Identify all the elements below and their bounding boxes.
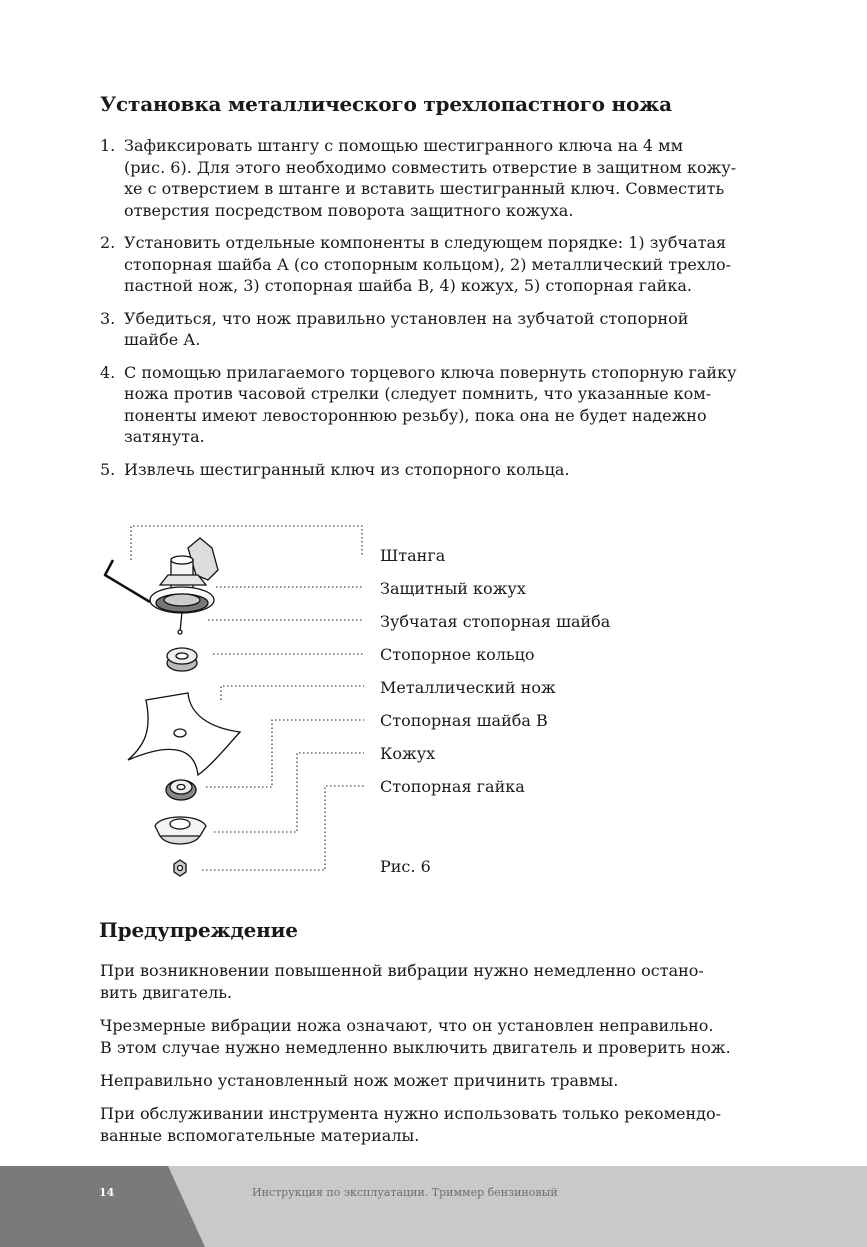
hex-key-icon: [105, 560, 150, 602]
paragraph-line: Чрезмерные вибрации ножа означают, что он установлен неправильно.: [100, 1016, 714, 1035]
metal-blade-icon: [128, 693, 240, 775]
figure-caption: Рис. 6: [380, 857, 431, 876]
section-title-blade-install: Установка металлического трехлопастного ножа: [100, 92, 672, 116]
paragraph-line: Неправильно установленный нож может причинить травмы.: [100, 1071, 619, 1090]
step-line: пастной нож, 3) стопорная шайба В, 4) кожух, 5) стопорная гайка.: [124, 276, 692, 295]
step-number: 4.: [100, 362, 116, 382]
step-item: [100, 232, 800, 297]
step-number: 2.: [100, 233, 116, 252]
warning-block: [100, 960, 800, 1158]
step-line: затянута.: [124, 427, 205, 446]
page-number: 14: [99, 1186, 115, 1199]
warning-paragraph: [100, 1070, 800, 1092]
step-line: С помощью прилагаемого торцевого ключа повернуть стопорную гайку: [124, 362, 737, 382]
cover-icon: [155, 817, 206, 844]
step-number: 3.: [100, 308, 116, 328]
washer-b-icon: [166, 780, 196, 800]
leader-blade: [221, 686, 364, 700]
step-item: [100, 362, 800, 448]
paragraph-line: При обслуживании инструмента нужно использовать только рекомендо-: [100, 1104, 722, 1123]
step-line: Убедиться, что нож правильно установлен на зубчатой стопорной: [124, 308, 689, 328]
label-toothed-washer: Зубчатая стопорная шайба: [380, 612, 611, 631]
shaft-gearhead-icon: [160, 538, 218, 588]
paragraph-line: При возникновении повышенной вибрации нужно немедленно остано-: [100, 961, 704, 980]
leader-shaft: [131, 526, 362, 560]
step-line: стопорная шайба А (со стопорным кольцом), 2) металлический трехло-: [124, 254, 732, 274]
label-metal-blade: Металлический нож: [380, 678, 556, 697]
warning-paragraph: [100, 1103, 800, 1147]
warning-paragraph: [100, 960, 800, 1004]
step-line: Извлечь шестигранный ключ из стопорного кольца.: [124, 459, 570, 479]
step-line: отверстия посредством поворота защитного кожуха.: [124, 200, 574, 220]
step-item: [100, 459, 800, 481]
lock-ring-icon: [167, 648, 197, 671]
paragraph-line: ванные вспомогательные материалы.: [100, 1126, 420, 1145]
step-number: 1.: [100, 136, 116, 155]
footer-page-tab: [0, 1166, 205, 1247]
leader-cover: [214, 753, 364, 832]
label-lock-ring: Стопорное кольцо: [380, 645, 535, 664]
step-number: 5.: [100, 459, 116, 479]
lock-nut-icon: [174, 860, 186, 876]
step-line: Зафиксировать штангу с помощью шестигранного ключа на 4 мм: [124, 136, 684, 155]
step-line: поненты имеют левостороннюю резьбу), пока она не будет надежно: [124, 405, 707, 425]
paragraph-line: вить двигатель.: [100, 983, 233, 1002]
step-line: ножа против часовой стрелки (следует помнить, что указанные ком-: [124, 384, 712, 403]
warning-paragraph: [100, 1015, 800, 1059]
step-line: (рис. 6). Для этого необходимо совместить отверстие в защитном кожу-: [124, 157, 737, 177]
section-title-warning: Предупреждение: [99, 918, 298, 942]
label-shaft: Штанга: [380, 546, 446, 565]
install-steps-list: [100, 135, 800, 491]
label-guard: Защитный кожух: [380, 579, 526, 598]
step-item: [100, 308, 800, 351]
exploded-view-figure: [96, 518, 396, 888]
guard-icon: [150, 587, 214, 634]
leader-nut: [202, 786, 364, 870]
paragraph-line: В этом случае нужно немедленно выключить двигатель и проверить нож.: [100, 1038, 731, 1057]
step-line: Установить отдельные компоненты в следующем порядке: 1) зубчатая: [124, 233, 727, 252]
label-cover: Кожух: [380, 744, 436, 763]
footer-doc-title: Инструкция по эксплуатации. Триммер бензиновый: [252, 1186, 558, 1199]
label-washer-b: Стопорная шайба В: [380, 711, 548, 730]
label-lock-nut: Стопорная гайка: [380, 777, 525, 796]
step-item: [100, 135, 800, 221]
step-line: шайбе А.: [124, 330, 201, 349]
step-line: хе с отверстием в штанге и вставить шестигранный ключ. Совместить: [124, 179, 725, 198]
page-footer: [0, 1166, 867, 1247]
